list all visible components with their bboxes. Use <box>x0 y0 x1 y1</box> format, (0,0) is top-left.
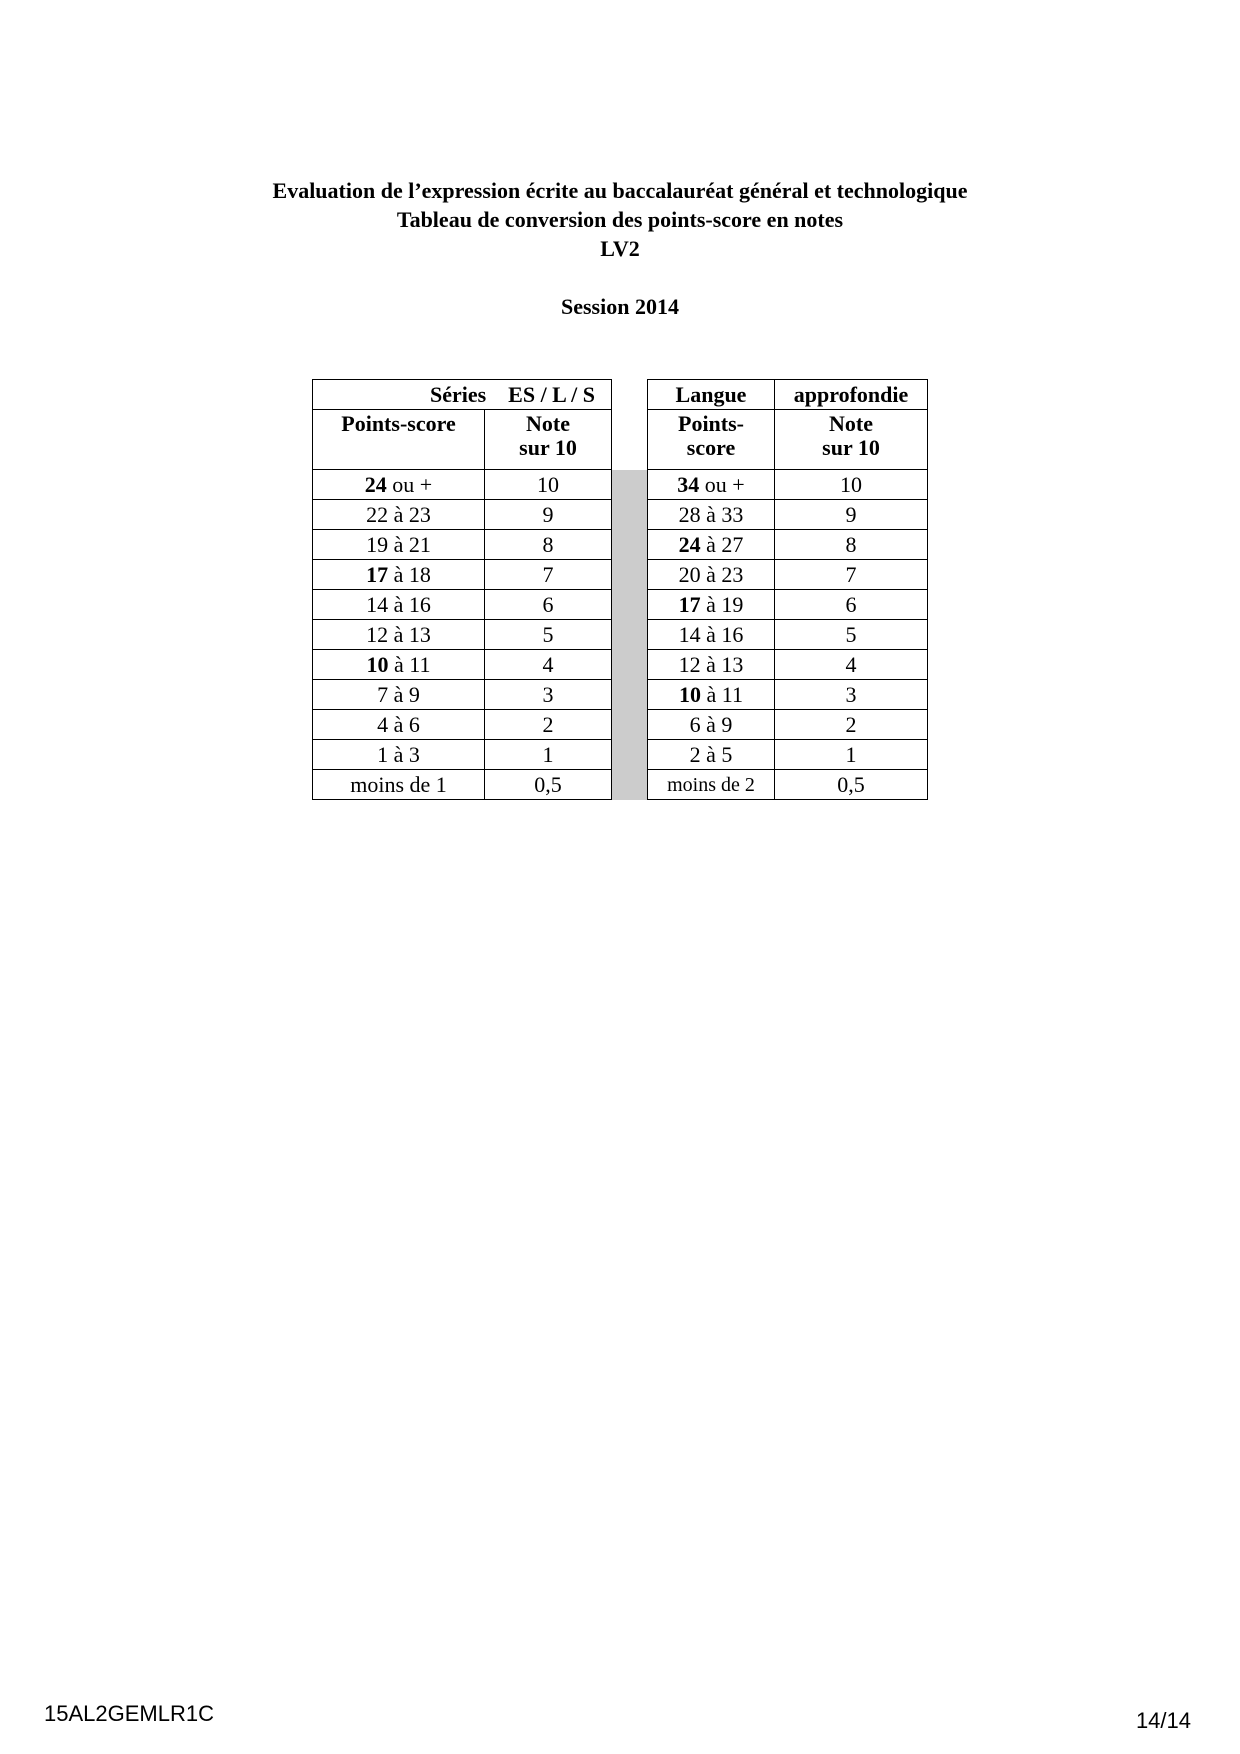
langue-label: Langue <box>648 380 775 410</box>
right-points-score-cell <box>648 770 775 800</box>
right-note-cell: 2 <box>775 710 928 740</box>
table-row <box>313 530 928 560</box>
note-line-1: Note <box>526 411 570 436</box>
left-note-cell: 0,5 <box>485 770 612 800</box>
table-row <box>313 680 928 710</box>
score-rest-part: à 11 <box>701 681 743 707</box>
table-row <box>313 500 928 530</box>
right-note-cell: 4 <box>775 650 928 680</box>
right-note-cell: 3 <box>775 680 928 710</box>
score-rest-part: 2 à 5 <box>689 741 733 767</box>
table-row <box>313 740 928 770</box>
score-rest-part: à 11 <box>388 651 431 677</box>
table-row <box>313 620 928 650</box>
score-bold-part: 17 <box>678 591 701 617</box>
score-bold-part: 24 <box>364 471 387 497</box>
score-bold-part: 17 <box>366 561 389 587</box>
left-note-cell: 5 <box>485 620 612 650</box>
title-line-3: LV2 <box>600 236 640 261</box>
right-note-cell: 10 <box>775 470 928 500</box>
col-header-points-score-right <box>648 410 775 470</box>
note-line-1: Note <box>829 411 873 436</box>
title-line-2: Tableau de conversion des points-score en notes <box>396 207 844 232</box>
separator-cell <box>612 770 648 800</box>
points-line-2: score <box>686 435 736 460</box>
score-rest-part: 6 à 9 <box>689 711 733 737</box>
points-line-1: Points- <box>678 411 744 436</box>
table-row <box>313 710 928 740</box>
score-rest-part: 28 à 33 <box>678 501 744 527</box>
score-bold-part: 34 <box>677 471 700 497</box>
score-rest-part: 4 à 6 <box>377 711 420 737</box>
note-line-2: sur 10 <box>822 435 880 460</box>
left-points-score-cell <box>313 500 485 530</box>
left-note-cell: 2 <box>485 710 612 740</box>
score-bold-part: 24 <box>678 531 701 557</box>
separator-cell <box>612 410 648 470</box>
separator-cell <box>612 740 648 770</box>
right-points-score-cell <box>648 470 775 500</box>
left-note-cell: 6 <box>485 590 612 620</box>
left-points-score-cell <box>313 680 485 710</box>
separator-cell <box>612 470 648 500</box>
score-rest-part: 22 à 23 <box>366 501 431 527</box>
separator-cell <box>612 500 648 530</box>
document-title <box>0 176 1240 263</box>
score-rest-part: 12 à 13 <box>678 651 744 677</box>
document-code: 15AL2GEMLR1C <box>44 1701 214 1726</box>
right-note-cell: 0,5 <box>775 770 928 800</box>
score-bold-part: 10 <box>366 651 389 677</box>
right-points-score-cell <box>648 530 775 560</box>
score-rest-part: 12 à 13 <box>366 621 431 647</box>
score-rest-part: 1 à 3 <box>377 741 420 767</box>
table-row <box>313 470 928 500</box>
left-note-cell: 8 <box>485 530 612 560</box>
col-header-points-score: Points-score <box>313 410 485 470</box>
right-points-score-cell <box>648 680 775 710</box>
right-points-score-cell <box>648 650 775 680</box>
right-points-score-cell <box>648 500 775 530</box>
right-note-cell: 9 <box>775 500 928 530</box>
score-rest-part: 20 à 23 <box>678 561 744 587</box>
separator-cell <box>612 380 648 410</box>
left-points-score-cell <box>313 740 485 770</box>
table-row <box>313 770 928 800</box>
score-rest-part: 14 à 16 <box>366 591 431 617</box>
left-note-cell: 3 <box>485 680 612 710</box>
score-rest-part: ou + <box>386 471 433 497</box>
score-rest-part: 14 à 16 <box>678 621 744 647</box>
left-points-score-cell <box>313 560 485 590</box>
left-note-cell: 10 <box>485 470 612 500</box>
left-note-cell: 7 <box>485 560 612 590</box>
left-note-cell: 4 <box>485 650 612 680</box>
score-rest-part: à 19 <box>700 591 744 617</box>
table-row <box>313 650 928 680</box>
left-points-score-cell <box>313 650 485 680</box>
score-rest-part: 7 à 9 <box>377 681 420 707</box>
left-points-score-cell <box>313 710 485 740</box>
separator-cell <box>612 710 648 740</box>
score-rest-part: à 18 <box>388 561 431 587</box>
page-number: 14/14 <box>1135 1708 1191 1733</box>
header-row-1 <box>313 380 928 410</box>
title-line-1: Evaluation de l’expression écrite au baccalauréat général et technologique <box>272 178 968 203</box>
right-points-score-cell <box>648 710 775 740</box>
series-header <box>313 380 612 410</box>
score-rest-part: moins de 2 <box>667 773 755 796</box>
table-row <box>313 560 928 590</box>
note-line-2: sur 10 <box>519 435 577 460</box>
right-points-score-cell <box>648 620 775 650</box>
series-value: ES / L / S <box>508 381 595 407</box>
col-header-note-right <box>775 410 928 470</box>
separator-cell <box>612 650 648 680</box>
left-points-score-cell <box>313 590 485 620</box>
session-label: Session 2014 <box>561 294 679 319</box>
right-note-cell: 7 <box>775 560 928 590</box>
table-row <box>313 590 928 620</box>
langue-value: approfondie <box>775 380 928 410</box>
col-header-note-left <box>485 410 612 470</box>
header-row-2 <box>313 410 928 470</box>
left-points-score-cell <box>313 770 485 800</box>
left-points-score-cell <box>313 620 485 650</box>
separator-cell <box>612 560 648 590</box>
right-points-score-cell <box>648 590 775 620</box>
score-rest-part: à 27 <box>700 531 744 557</box>
right-note-cell: 1 <box>775 740 928 770</box>
right-note-cell: 8 <box>775 530 928 560</box>
left-note-cell: 1 <box>485 740 612 770</box>
score-rest-part: moins de 1 <box>350 771 447 797</box>
series-label: Séries <box>429 381 487 407</box>
conversion-table <box>312 379 928 800</box>
separator-cell <box>612 530 648 560</box>
separator-cell <box>612 680 648 710</box>
right-note-cell: 6 <box>775 590 928 620</box>
separator-cell <box>612 620 648 650</box>
score-bold-part: 10 <box>679 681 702 707</box>
score-rest-part: ou + <box>699 471 745 497</box>
left-note-cell: 9 <box>485 500 612 530</box>
right-points-score-cell <box>648 560 775 590</box>
right-points-score-cell <box>648 740 775 770</box>
left-points-score-cell <box>313 530 485 560</box>
right-note-cell: 5 <box>775 620 928 650</box>
separator-cell <box>612 590 648 620</box>
score-rest-part: 19 à 21 <box>366 531 431 557</box>
left-points-score-cell <box>313 470 485 500</box>
